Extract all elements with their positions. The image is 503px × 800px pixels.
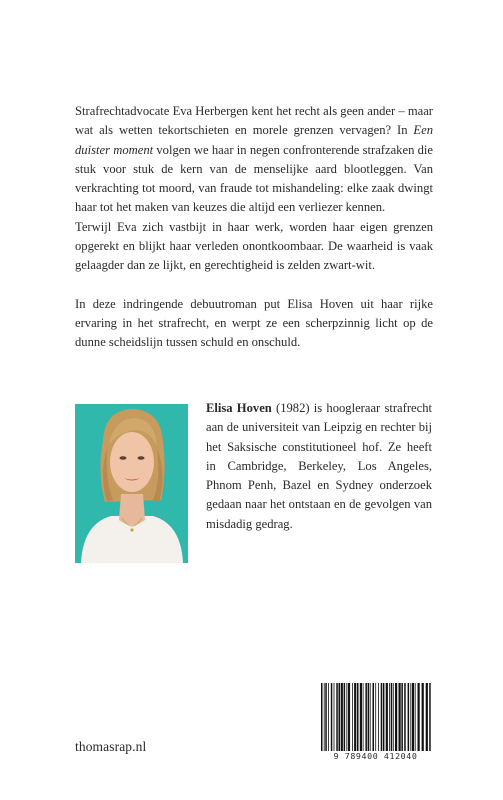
author-name: Elisa Hoven <box>206 401 272 415</box>
isbn-barcode <box>319 683 432 761</box>
barcode-bar <box>422 683 424 751</box>
barcode-bar <box>383 683 385 751</box>
barcode-bar <box>426 683 428 757</box>
barcode-bar <box>365 683 367 751</box>
barcode-bar <box>336 683 338 751</box>
blurb <box>75 102 433 353</box>
barcode-bar <box>357 683 359 751</box>
barcode-bar <box>410 683 411 751</box>
barcode-bar <box>331 683 333 751</box>
barcode-bar <box>391 683 393 751</box>
barcode-bar <box>375 683 376 757</box>
barcode-bar <box>389 683 390 751</box>
barcode-bar <box>324 683 325 757</box>
book-title: Een duister moment <box>75 123 433 157</box>
barcode-bar <box>408 683 410 751</box>
barcode-bar <box>393 683 394 751</box>
author-bio-text: (1982) is hoogleraar strafrecht aan de universiteit van Leipzig en rechter bij het Saksische constitutioneel hof. Ze heeft in Cambridge, Berkeley, Los Angeles, Phnom Penh, Bazel en Sydney onderzoek gedaan naar het ontstaan en de gevolgen van misdadig gedrag. <box>206 401 432 531</box>
barcode-bar <box>344 683 346 751</box>
barcode-bar <box>370 683 371 751</box>
barcode-bar <box>325 683 327 751</box>
blurb-paragraph-1 <box>75 102 433 218</box>
blurb-paragraph-1b: Terwijl Eva zich vastbijt in haar werk, worden haar eigen grenzen opgerekt en blijkt haar verleden onontkoombaar. De waarheid is vaak gelaagder dan ze lijkt, en gerechtigheid is zelden zwart-wit. <box>75 219 433 273</box>
barcode-bar <box>360 683 362 751</box>
author-photo <box>75 404 188 563</box>
barcode-bar <box>341 683 343 751</box>
blurb-text-a: Strafrechtadvocate Eva Herbergen kent het recht als geen ander – maar wat als wetten tekortschieten en morele grenzen vervagen? In <box>75 104 433 138</box>
barcode-bar <box>381 683 383 751</box>
barcode-bar <box>321 683 323 757</box>
barcode-bar <box>395 683 397 751</box>
barcode-bar <box>352 683 353 751</box>
barcode-bar <box>363 683 364 751</box>
barcode-bar <box>378 683 379 751</box>
barcode-bar <box>429 683 431 757</box>
barcode-bar <box>418 683 420 751</box>
isbn-number: 9 789400 412040 <box>319 751 432 762</box>
barcode-bar <box>348 683 350 751</box>
barcode-bar <box>328 683 329 751</box>
publisher-website: thomasrap.nl <box>75 739 147 754</box>
blurb-paragraph-2: In deze indringende debuutroman put Elisa Hoven uit haar rijke ervaring in het strafrecht, en werpt ze een scherpzinnig licht op de dunne scheidslijn tussen schuld en onschuld. <box>75 296 433 350</box>
barcode-bar <box>401 683 403 751</box>
barcode-bar <box>386 683 388 751</box>
barcode-bar <box>368 683 370 751</box>
barcode-bar <box>415 683 416 751</box>
barcode-bar <box>346 683 347 751</box>
barcode-bar <box>354 683 356 751</box>
barcode-bar <box>339 683 341 751</box>
barcode-bar <box>399 683 401 751</box>
barcode-bar <box>404 683 406 751</box>
barcode-bar <box>373 683 375 751</box>
blurb-text-b: volgen we haar in negen confronterende strafzaken die stuk voor stuk de kern van de menselijke aard blootleggen. Van verkrachting tot moord, van fraude tot mishandeling: elke zaak dwingt haar tot het maken van keuzes die altijd een verliezer kennen. <box>75 142 434 215</box>
barcode-bar <box>334 683 335 751</box>
author-bio <box>206 399 432 534</box>
barcode-bar <box>412 683 414 751</box>
